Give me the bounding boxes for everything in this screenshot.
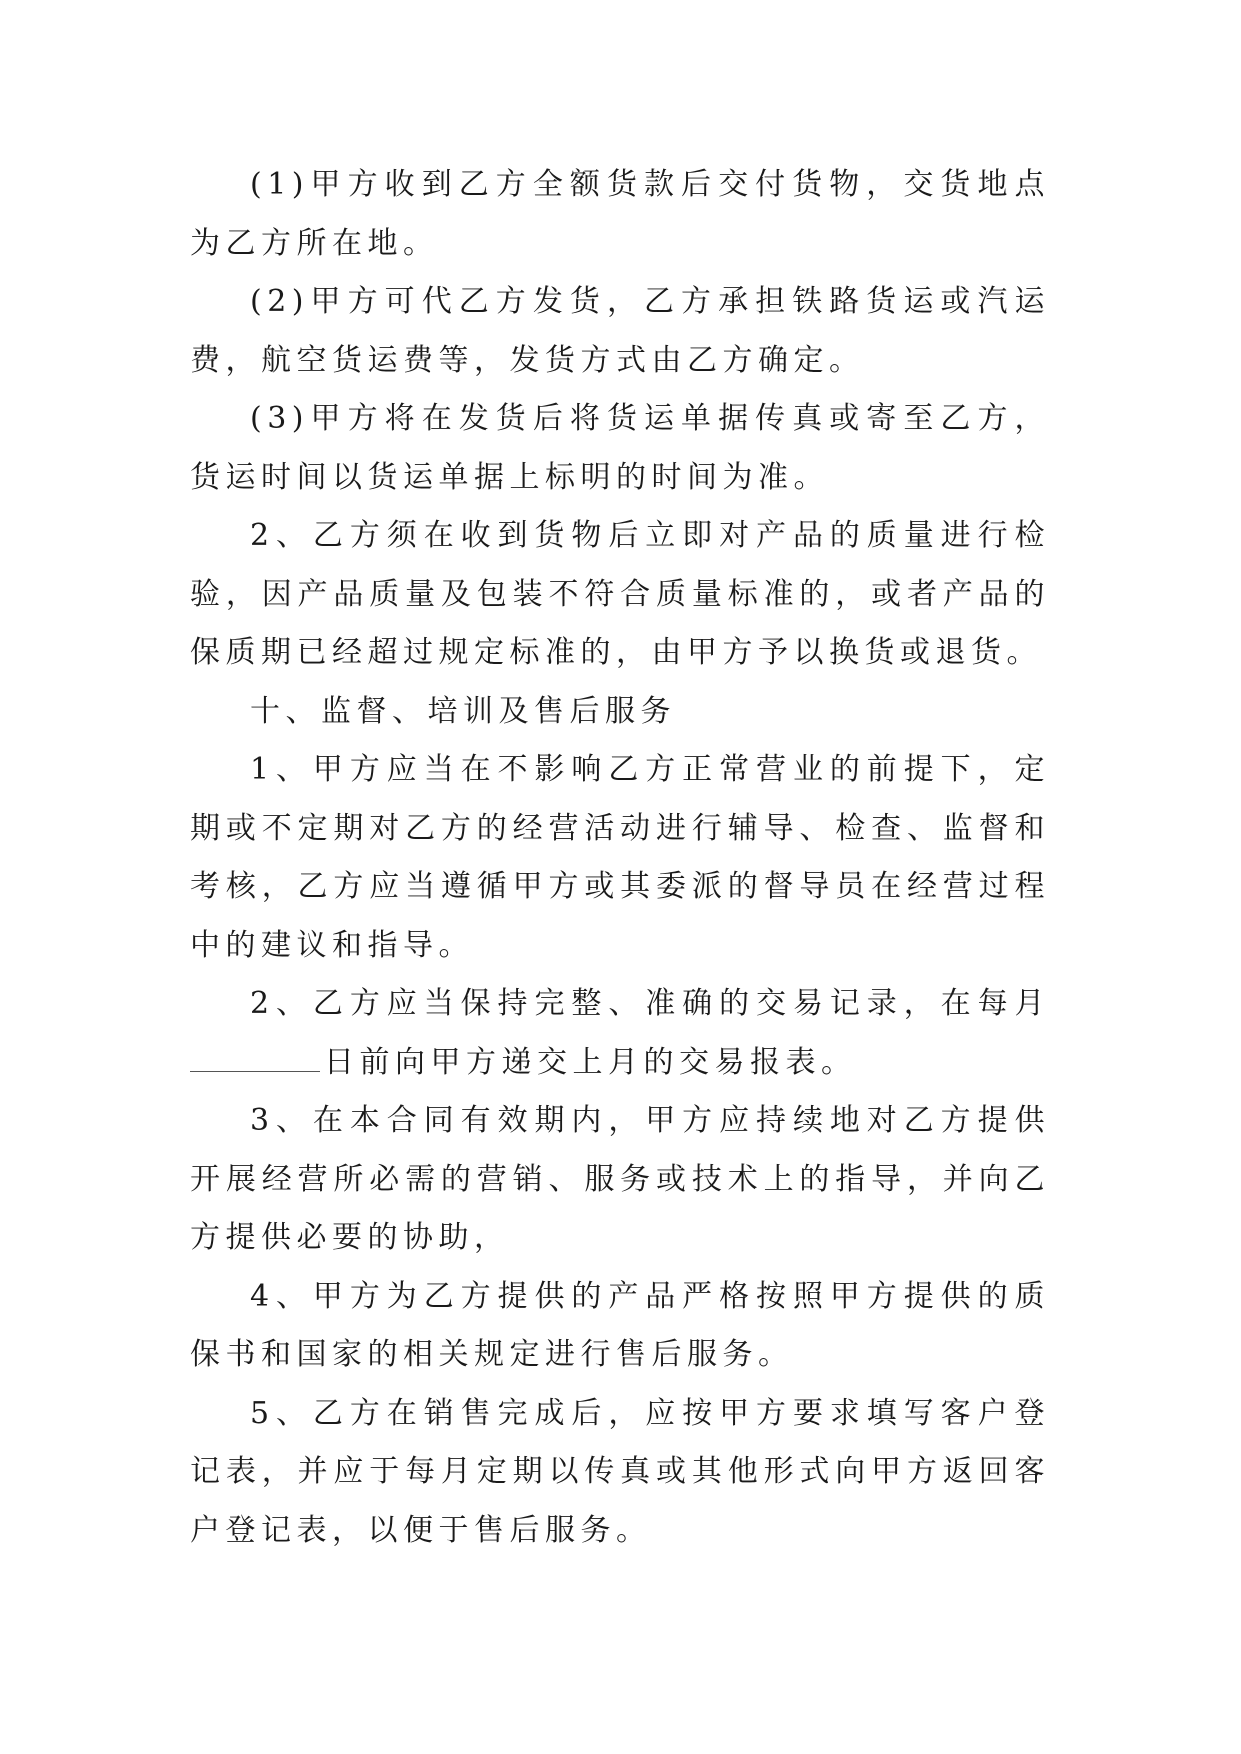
document-body — [190, 156, 1050, 1560]
paragraph-delivery-3: (3)甲方将在发货后将货运单据传真或寄至乙方，货运时间以货运单据上标明的时间为准。 — [190, 401, 1050, 495]
supervision-2-text-part1: 2、乙方应当保持完整、准确的交易记录，在每月 — [250, 986, 1050, 1021]
supervision-2-text-part2: 日前向甲方递交上月的交易报表。 — [324, 1044, 857, 1080]
paragraph-delivery-1: (1)甲方收到乙方全额货款后交付货物，交货地点为乙方所在地。 — [190, 167, 1050, 261]
section-heading-supervision: 十、监督、培训及售后服务 — [250, 693, 676, 729]
paragraph-supervision-2 — [190, 975, 1050, 1092]
paragraph-supervision-1: 1、甲方应当在不影响乙方正常营业的前提下，定期或不定期对乙方的经营活动进行辅导、检查、监督和考核，乙方应当遵循甲方或其委派的督导员在经营过程中的建议和指导。 — [190, 752, 1050, 963]
paragraph-supervision-5: 5、乙方在销售完成后，应按甲方要求填写客户登记表，并应于每月定期以传真或其他形式向甲方返回客户登记表，以便于售后服务。 — [190, 1395, 1050, 1548]
paragraph-inspection-2: 2、乙方须在收到货物后立即对产品的质量进行检验，因产品质量及包装不符合质量标准的，或者产品的保质期已经超过规定标准的，由甲方予以换货或退货。 — [190, 518, 1050, 670]
date-blank-line — [190, 1037, 320, 1072]
paragraph-supervision-4: 4、甲方为乙方提供的产品严格按照甲方提供的质保书和国家的相关规定进行售后服务。 — [190, 1278, 1050, 1372]
paragraph-delivery-2: (2)甲方可代乙方发货，乙方承担铁路货运或汽运费，航空货运费等，发货方式由乙方确定。 — [190, 284, 1050, 378]
paragraph-supervision-3: 3、在本合同有效期内，甲方应持续地对乙方提供开展经营所必需的营销、服务或技术上的指导，并向乙方提供必要的协助， — [190, 1103, 1050, 1255]
